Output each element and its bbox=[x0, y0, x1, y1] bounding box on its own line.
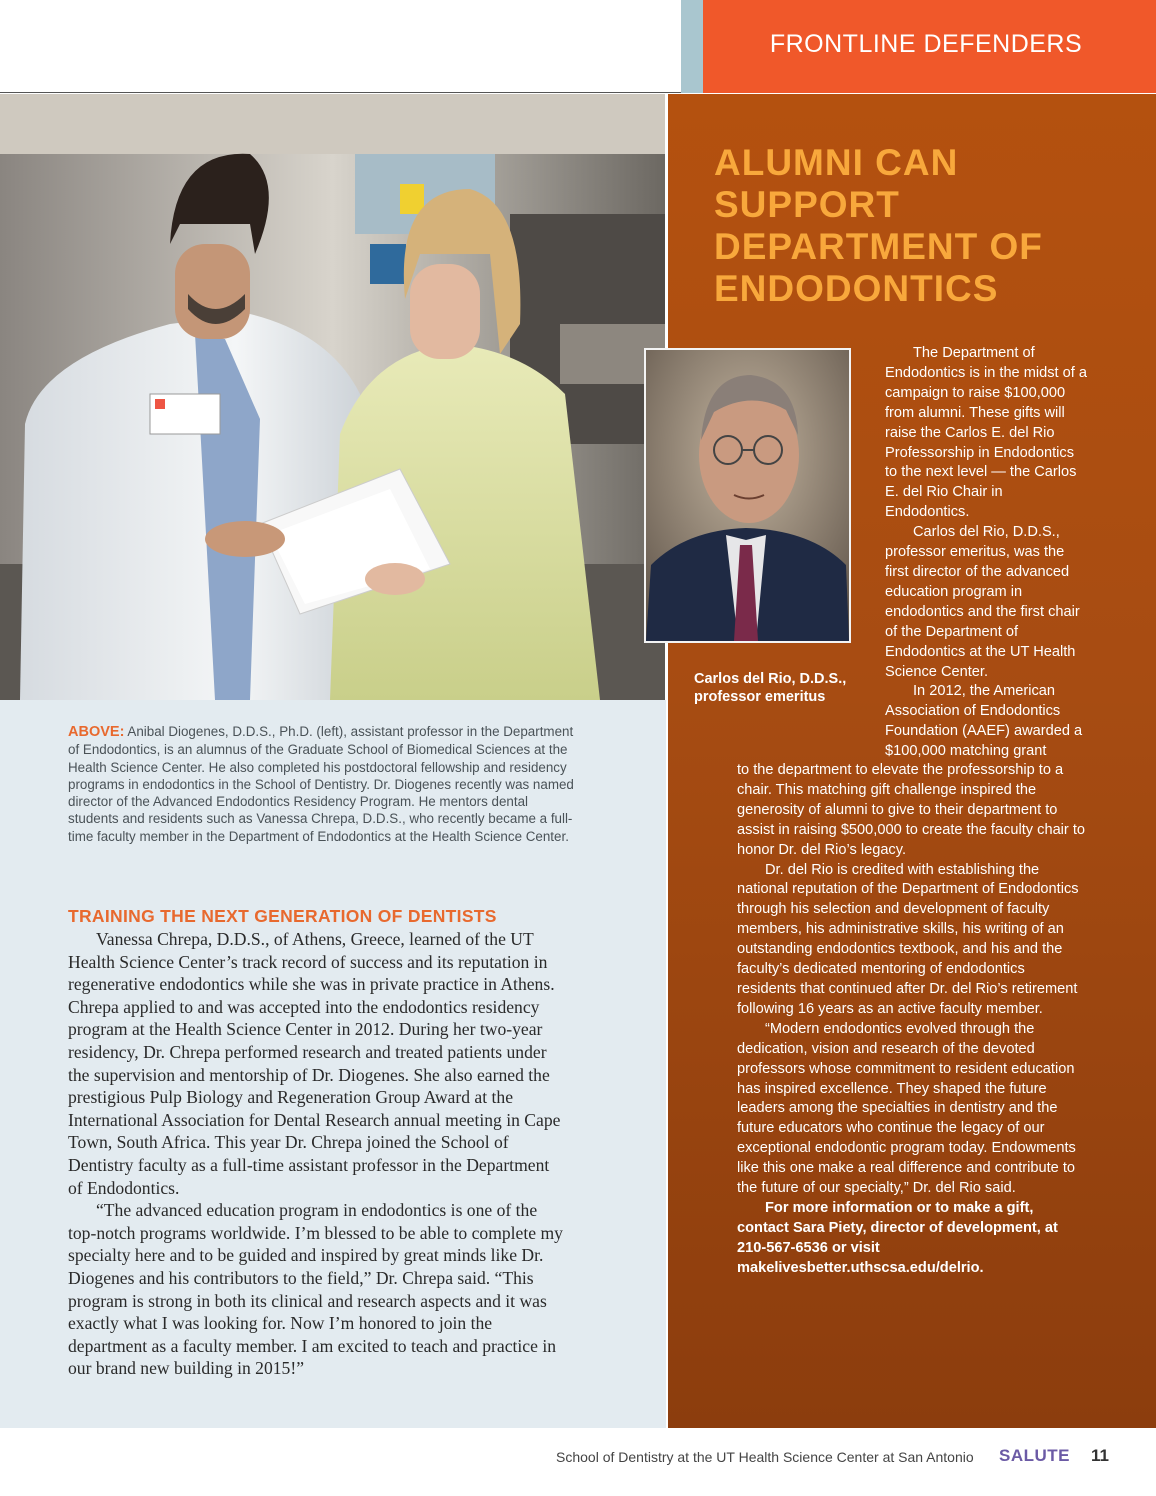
paragraph: Carlos del Rio, D.D.S., professor emeritus, was the first director of the advanced education program in endodontics and the first chair of the Department of Endodontics at the UT Health Science Center. bbox=[885, 524, 1080, 680]
right-article-body-top bbox=[885, 344, 1090, 762]
left-article-body bbox=[68, 928, 564, 1380]
paragraph: In 2012, the American Association of Endodontics Foundation (AAEF) awarded a $100,000 matching grant bbox=[885, 683, 1083, 760]
headline-line: SUPPORT bbox=[714, 184, 900, 225]
paragraph: to the department to elevate the professorship to a chair. This matching gift challenge inspired the generosity of alumni to give to their department to assist in raising $500,000 to create the faculty chair to honor Dr. del Rio’s legacy. bbox=[737, 762, 1086, 858]
portrait-caption: Carlos del Rio, D.D.S., professor emeritus bbox=[694, 671, 847, 705]
paragraph: “Modern endodontics evolved through the dedication, vision and research of the devoted professors whose commitment to resident education has inspired excellence. They shaped the future leaders among the specialties in dentistry and the future educators who continue the legacy of our exceptional endodontic program today. Endowments like this one make a real difference and contribute to the future of our specialty,” Dr. del Rio said. bbox=[737, 1020, 1076, 1197]
page-number: 11 bbox=[1091, 1446, 1109, 1465]
paragraph: The Department of Endodontics is in the midst of a campaign to raise $100,000 from alumni. These gifts will raise the Carlos E. del Rio Professorship in Endodontics to the next level — the Carlos E. del Rio Chair in Endodontics. bbox=[885, 345, 1087, 521]
paragraph: “The advanced education program in endodontics is one of the top-notch programs worldwide. I’m blessed to be able to complete my specialty here and to be guided and inspired by great minds like Dr. Diogenes and his contributors to the field,” Dr. Chrepa said. “This program is strong in both its clinical and research aspects and it was exactly what I was looking for. Now I’m honored to join the department as a faculty member. I am excited to teach and practice in our brand new building in 2015!” bbox=[68, 1200, 563, 1379]
section-heading: TRAINING THE NEXT GENERATION OF DENTISTS bbox=[68, 906, 497, 926]
headline-line: ENDODONTICS bbox=[714, 268, 999, 309]
header-accent-bar bbox=[681, 0, 703, 93]
portrait-photo bbox=[644, 348, 851, 643]
photo-caption bbox=[68, 723, 578, 845]
caption-text: Anibal Diogenes, D.D.S., Ph.D. (left), assistant professor in the Department of Endodontics, is an alumnus of the Graduate School of Biomedical Sciences at the Health Science Center. He also completed his postdoctoral fellowship and residency programs in endodontics in the School of Dentistry. Dr. Diogenes recently was named director of the Advanced Endodontics Residency Program. He mentors dental students and residents such as Vanessa Chrepa, D.D.S., who recently became a full-time faculty member in the Department of Endodontics at the Health Science Center. bbox=[68, 724, 574, 844]
headline-line: ALUMNI CAN bbox=[714, 142, 959, 183]
main-photo bbox=[0, 94, 665, 700]
footer-publication: School of Dentistry at the UT Health Science Center at San Antonio bbox=[556, 1449, 974, 1465]
section-label: FRONTLINE DEFENDERS bbox=[769, 30, 1083, 58]
headline bbox=[714, 142, 1154, 310]
call-to-action: For more information or to make a gift, contact Sara Piety, director of development, at 210-567-6536 or visit makelivesbetter.uthscsa.edu/delrio. bbox=[737, 1199, 1058, 1276]
header-rule bbox=[0, 92, 681, 93]
paragraph: Dr. del Rio is credited with establishing the national reputation of the Department of Endodontics through his selection and development of faculty members, his administrative skills, his writing of an outstanding endodontics textbook, and his and the faculty’s dedicated mentoring of endodontics residents that continued after Dr. del Rio’s retirement following 16 years as an active faculty member. bbox=[737, 861, 1079, 1017]
headline-line: DEPARTMENT OF bbox=[714, 226, 1043, 267]
right-article-body-bottom bbox=[737, 761, 1087, 1279]
caption-lead: ABOVE: bbox=[68, 724, 125, 740]
paragraph: Vanessa Chrepa, D.D.S., of Athens, Greece, learned of the UT Health Science Center’s track record of success and its reputation in regenerative endodontics while she was in private practice in Athens. Chrepa applied to and was accepted into the endodontics residency program at the Health Science Center in 2012. During her two-year residency, Dr. Chrepa performed research and treated patients under the supervision and mentorship of Dr. Diogenes. She also earned the prestigious Pulp Biology and Regeneration Group Award at the International Association for Dental Research annual meeting in Cape Town, South Africa. This year Dr. Chrepa joined the School of Dentistry faculty as a full-time assistant professor in the Department of Endodontics. bbox=[68, 929, 561, 1198]
footer-brand: SALUTE bbox=[999, 1446, 1070, 1465]
